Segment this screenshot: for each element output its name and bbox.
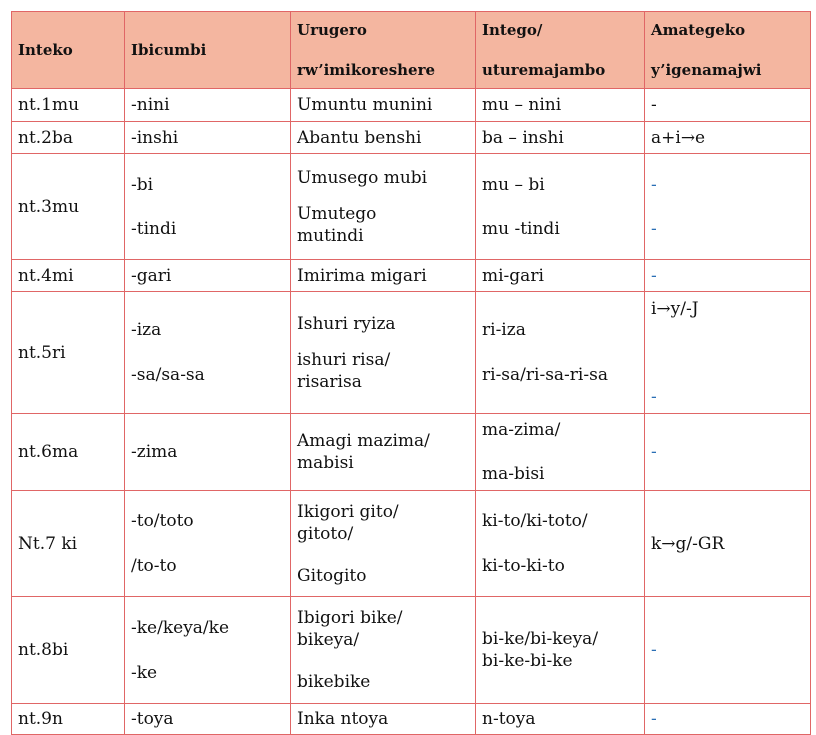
cell-amategeko: - (645, 414, 811, 491)
cell-inteko: Nt.7 ki (12, 491, 125, 597)
table-row (12, 491, 811, 597)
cell-urugero: Inka ntoya (291, 704, 476, 735)
cell-urugero: Ishuri ryiza ishuri risa/ risarisa (291, 292, 476, 414)
header-amategeko: Amategeko y’igenamajwi (645, 12, 811, 89)
cell-ibicumbi: -bi -tindi (125, 154, 291, 260)
cell-ibicumbi: -ke/keya/ke -ke (125, 597, 291, 704)
table-row (12, 597, 811, 704)
cell-intego: ba – inshi (476, 122, 645, 154)
cell-amategeko: - (645, 89, 811, 122)
cell-amategeko: - (645, 260, 811, 292)
cell-intego: ki-to/ki-toto/ ki-to-ki-to (476, 491, 645, 597)
table-row (12, 260, 811, 292)
cell-intego: ri-iza ri-sa/ri-sa-ri-sa (476, 292, 645, 414)
cell-amategeko: - (645, 704, 811, 735)
cell-urugero: Amagi mazima/ mabisi (291, 414, 476, 491)
cell-intego: bi-ke/bi-keya/ bi-ke-bi-ke (476, 597, 645, 704)
cell-ibicumbi: -to/toto /to-to (125, 491, 291, 597)
header-row (12, 12, 811, 89)
table-row (12, 89, 811, 122)
header-ibicumbi: Ibicumbi (125, 12, 291, 89)
cell-urugero: Umuntu munini (291, 89, 476, 122)
cell-urugero: Umusego mubi Umutego mutindi (291, 154, 476, 260)
cell-ibicumbi: -inshi (125, 122, 291, 154)
cell-ibicumbi: -nini (125, 89, 291, 122)
header-urugero: Urugero rw’imikoreshere (291, 12, 476, 89)
cell-intego: mu – bi mu -tindi (476, 154, 645, 260)
cell-ibicumbi: -gari (125, 260, 291, 292)
table-row (12, 704, 811, 735)
cell-urugero: Abantu benshi (291, 122, 476, 154)
cell-urugero: Ibigori bike/ bikeya/ bikebike (291, 597, 476, 704)
cell-inteko: nt.8bi (12, 597, 125, 704)
cell-inteko: nt.3mu (12, 154, 125, 260)
table-row (12, 414, 811, 491)
cell-intego: ma-zima/ ma-bisi (476, 414, 645, 491)
cell-inteko: nt.6ma (12, 414, 125, 491)
cell-amategeko: - (645, 597, 811, 704)
cell-intego: n-toya (476, 704, 645, 735)
cell-ibicumbi: -toya (125, 704, 291, 735)
noun-class-table (11, 11, 811, 735)
cell-inteko: nt.5ri (12, 292, 125, 414)
cell-ibicumbi: -zima (125, 414, 291, 491)
header-inteko: Inteko (12, 12, 125, 89)
cell-amategeko: a+i→e (645, 122, 811, 154)
cell-inteko: nt.9n (12, 704, 125, 735)
cell-inteko: nt.1mu (12, 89, 125, 122)
cell-intego: mi-gari (476, 260, 645, 292)
cell-amategeko: k→g/-GR (645, 491, 811, 597)
cell-ibicumbi: -iza -sa/sa-sa (125, 292, 291, 414)
table-row (12, 292, 811, 414)
cell-urugero: Imirima migari (291, 260, 476, 292)
cell-amategeko: - - (645, 154, 811, 260)
cell-inteko: nt.2ba (12, 122, 125, 154)
table-row (12, 122, 811, 154)
cell-amategeko: i→y/-J - (645, 292, 811, 414)
cell-inteko: nt.4mi (12, 260, 125, 292)
table-row (12, 154, 811, 260)
header-intego: Intego/ uturemajambo (476, 12, 645, 89)
cell-intego: mu – nini (476, 89, 645, 122)
cell-urugero: Ikigori gito/ gitoto/ Gitogito (291, 491, 476, 597)
